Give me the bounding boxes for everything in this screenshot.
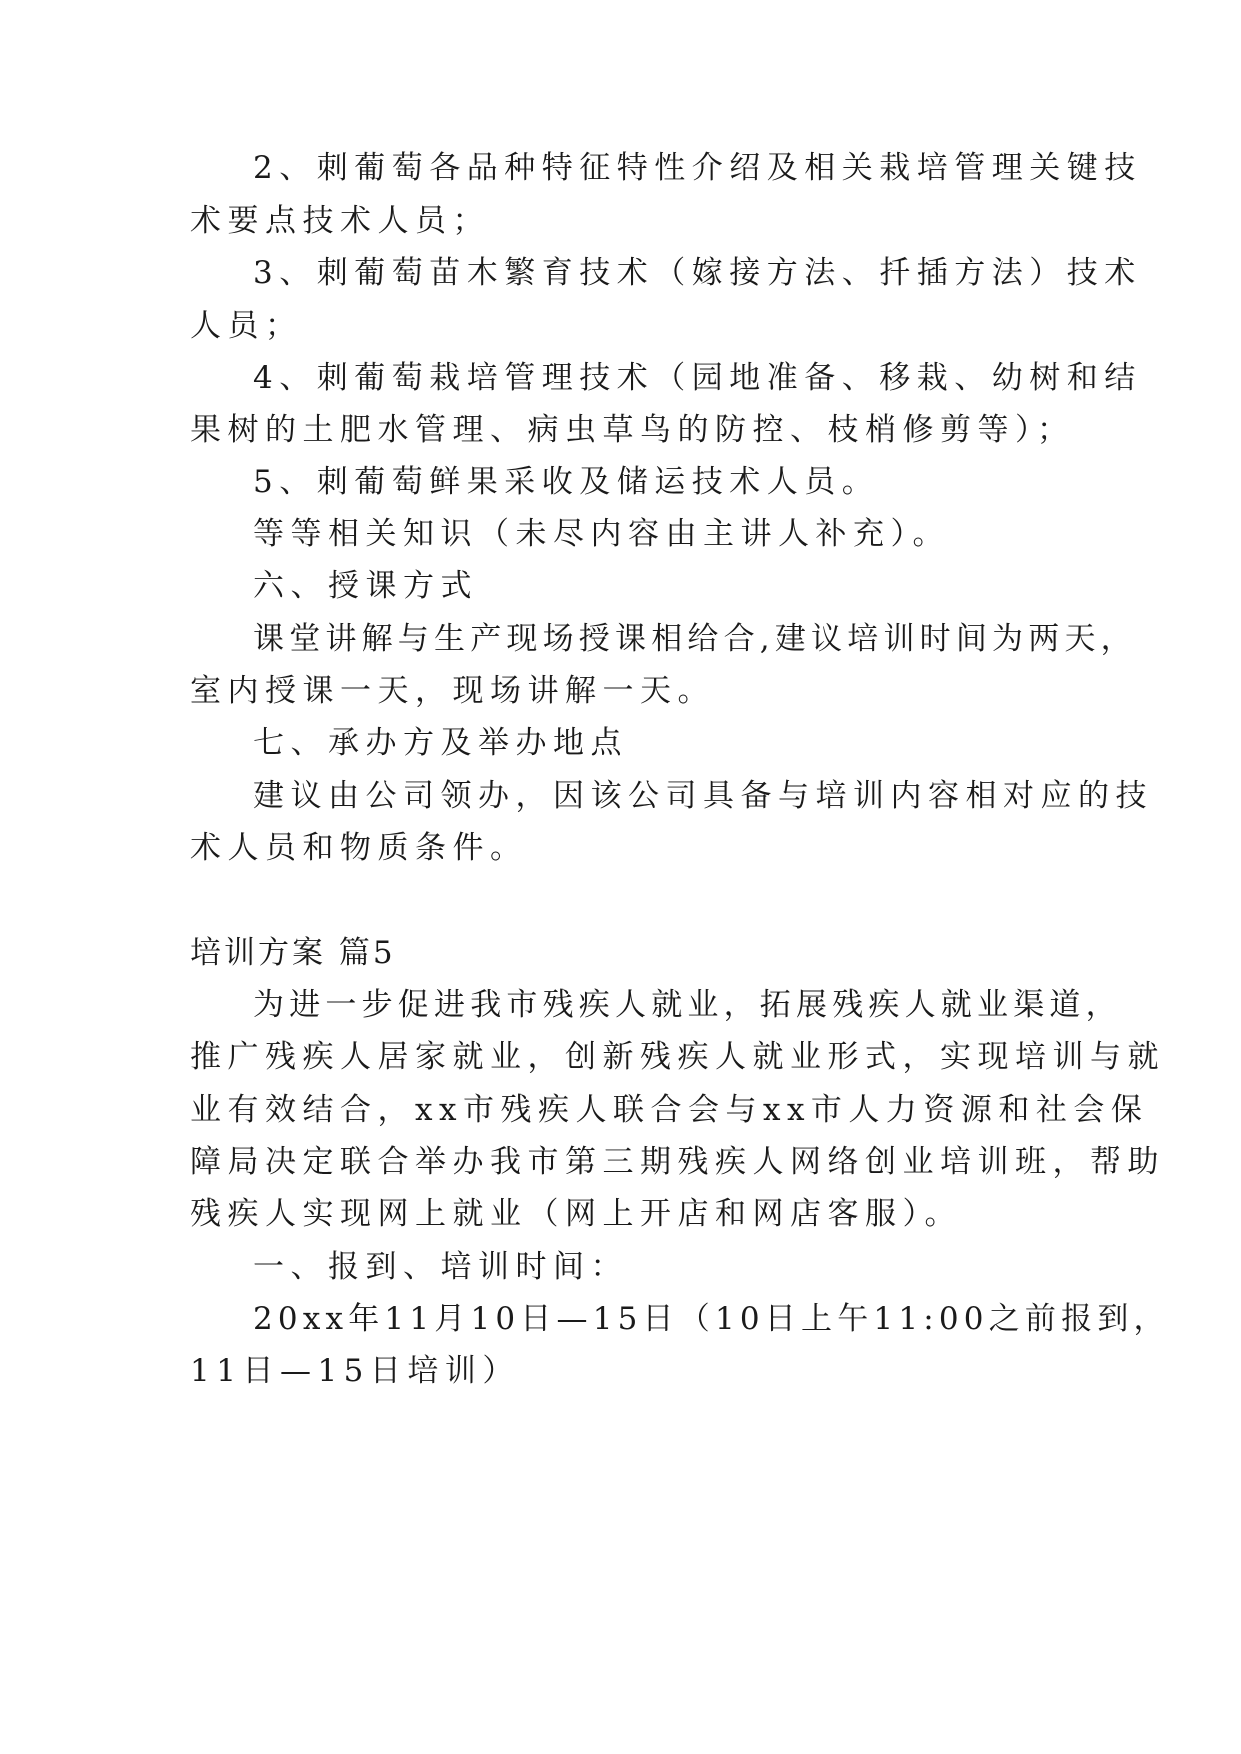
paragraph-line: 术要点技术人员；	[190, 203, 490, 239]
paragraph-line: 障局决定联合举办我市第三期残疾人网络创业培训班，帮助	[190, 1144, 1165, 1180]
paragraph-line: 推广残疾人居家就业，创新残疾人就业形式，实现培训与就	[190, 1039, 1165, 1075]
paragraph-line: 人员；	[190, 308, 303, 344]
paragraph-line: 2、刺葡萄各品种特征特性介绍及相关栽培管理关键技	[253, 150, 1142, 186]
paragraph-line: 术人员和物质条件。	[190, 830, 528, 866]
paragraph-line: 业有效结合，xx市残疾人联合会与xx市人力资源和社会保	[190, 1092, 1149, 1128]
paragraph-line: 4、刺葡萄栽培管理技术（园地准备、移栽、幼树和结	[253, 360, 1142, 396]
paragraph-line: 等等相关知识（未尽内容由主讲人补充）。	[253, 516, 950, 552]
section-heading: 六、授课方式	[253, 568, 478, 604]
paragraph-line: 课堂讲解与生产现场授课相给合,建议培训时间为两天，	[253, 621, 1137, 657]
paragraph-line: 室内授课一天，现场讲解一天。	[190, 673, 715, 709]
section-heading: 七、承办方及举办地点	[253, 725, 628, 761]
section-heading: 一、报到、培训时间：	[253, 1249, 628, 1285]
paragraph-line: 5、刺葡萄鲜果采收及储运技术人员。	[253, 464, 880, 500]
paragraph-line: 为进一步促进我市残疾人就业，拓展残疾人就业渠道，	[253, 987, 1122, 1023]
paragraph-line: 3、刺葡萄苗木繁育技术（嫁接方法、扦插方法）技术	[253, 255, 1142, 291]
paragraph-line: 建议由公司领办，因该公司具备与培训内容相对应的技	[253, 778, 1153, 814]
document-heading: 培训方案 篇5	[190, 935, 396, 971]
paragraph-line: 11日—15日培训）	[190, 1353, 520, 1389]
paragraph-line: 果树的土肥水管理、病虫草鸟的防控、枝梢修剪等）；	[190, 412, 1075, 448]
paragraph-line: 20xx年11月10日—15日（10日上午11:00之前报到，	[253, 1301, 1170, 1337]
paragraph-line: 残疾人实现网上就业（网上开店和网店客服）。	[190, 1196, 962, 1232]
